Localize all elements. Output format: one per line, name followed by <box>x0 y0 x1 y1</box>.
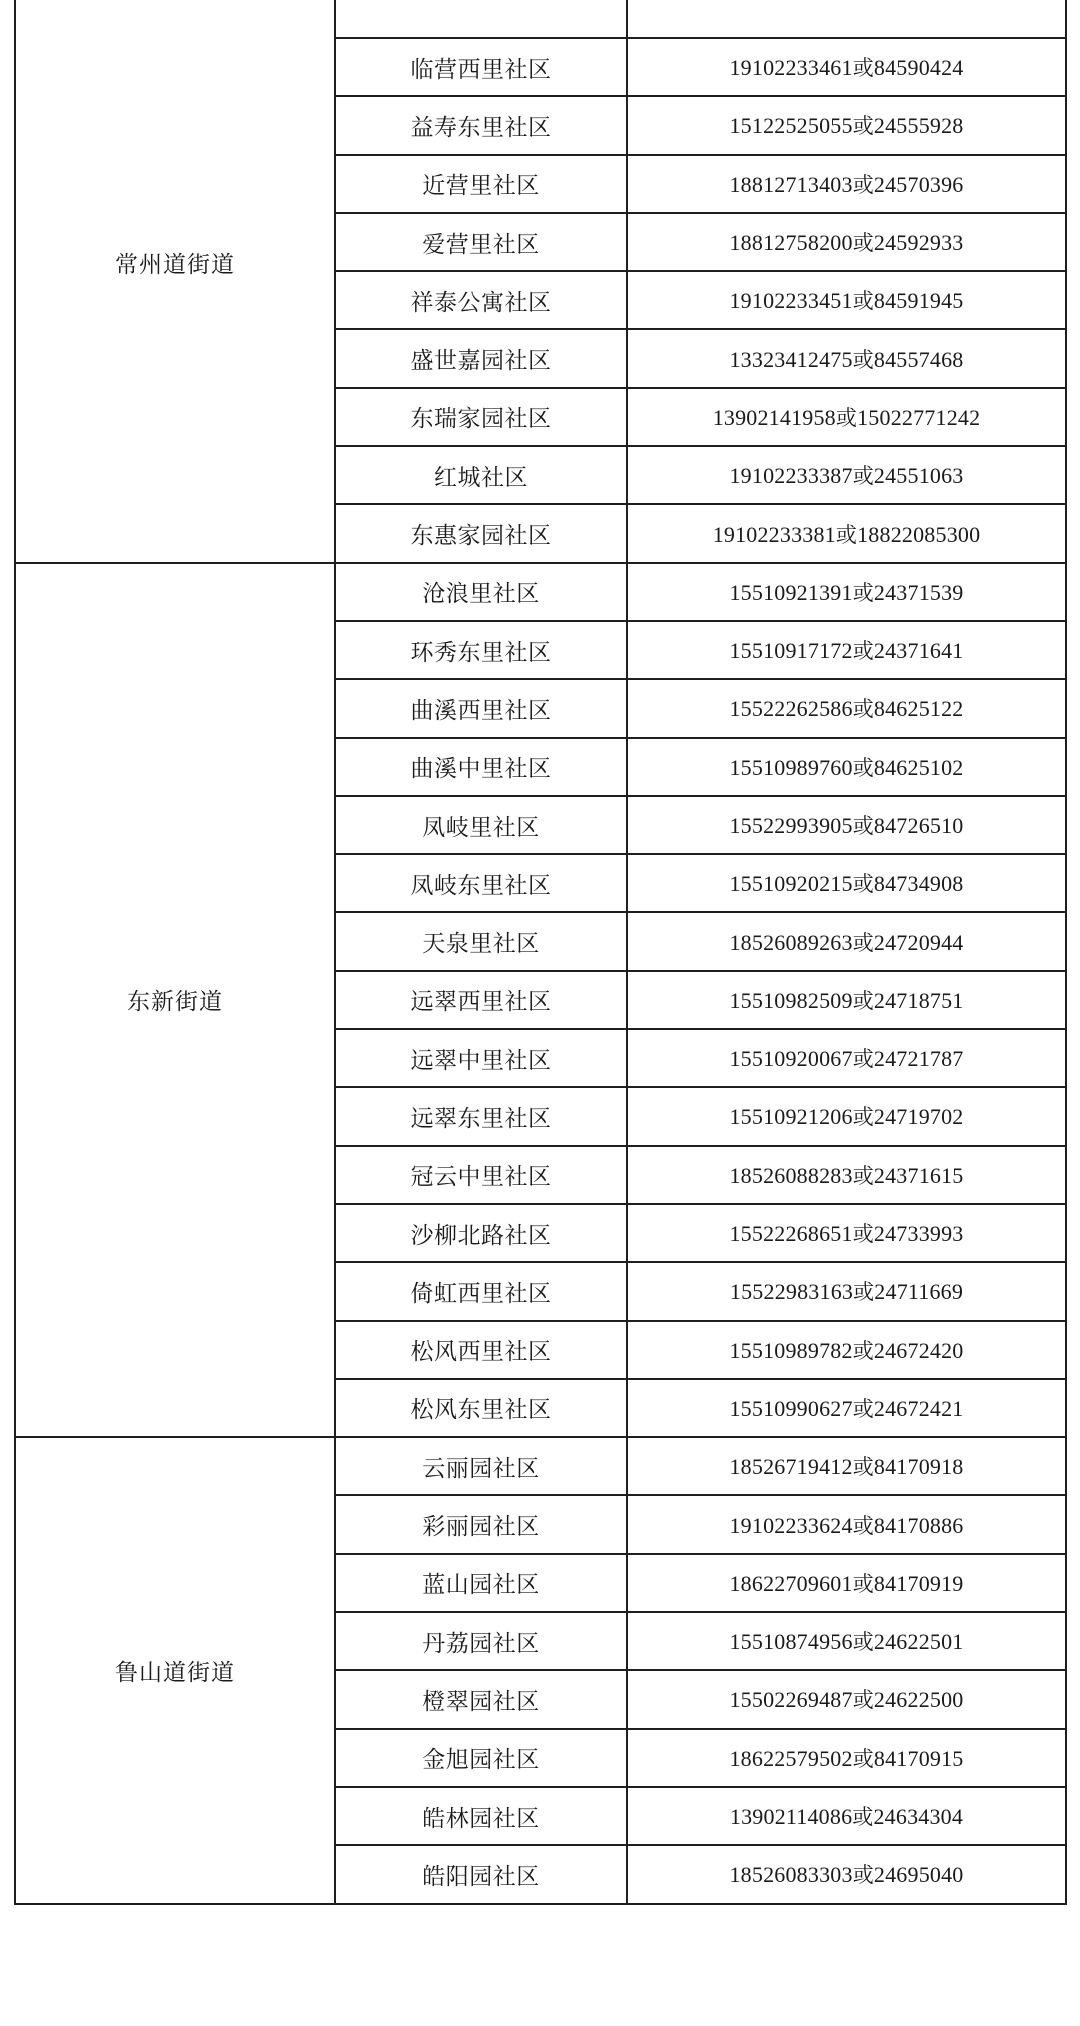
phone-cell <box>627 1845 1066 1903</box>
secondary-phone: 84170886 <box>873 1512 964 1538</box>
phone-cell <box>627 446 1066 504</box>
table-row <box>15 1437 1066 1495</box>
secondary-phone: 24720944 <box>873 929 964 955</box>
street-name-cell: 鲁山道街道 <box>15 1437 335 1903</box>
community-name-cell: 冠云中里社区 <box>335 1146 627 1204</box>
community-name-cell: 盛世嘉园社区 <box>335 329 627 387</box>
community-name-cell: 远翠东里社区 <box>335 1087 627 1145</box>
table-row <box>15 563 1066 621</box>
secondary-phone: 84625102 <box>873 754 964 780</box>
primary-phone: 15510982509 <box>729 987 853 1013</box>
secondary-phone: 24622501 <box>873 1629 964 1655</box>
community-name-cell: 金旭园社区 <box>335 1729 627 1787</box>
community-name-cell: 皓阳园社区 <box>335 1845 627 1903</box>
phone-cell <box>627 1321 1066 1379</box>
phone-separator: 或 <box>852 56 874 81</box>
community-name-cell: 沧浪里社区 <box>335 563 627 621</box>
phone-cell <box>627 271 1066 329</box>
primary-phone: 18526088283 <box>729 1162 853 1188</box>
primary-phone: 13902114086 <box>729 1804 853 1830</box>
phone-separator: 或 <box>853 1280 875 1305</box>
phone-cell <box>627 563 1066 621</box>
community-name-cell: 天泉里社区 <box>335 912 627 970</box>
phone-cell <box>627 1087 1066 1145</box>
phone-cell <box>627 1554 1066 1612</box>
primary-phone: 19102233461 <box>729 55 853 81</box>
primary-phone: 19102233381 <box>712 521 836 547</box>
phone-cell <box>627 971 1066 1029</box>
primary-phone: 19102233387 <box>729 463 853 489</box>
community-name-cell: 云丽园社区 <box>335 1437 627 1495</box>
secondary-phone: 24570396 <box>873 171 964 197</box>
primary-phone: 15502269487 <box>729 1687 853 1713</box>
street-name-cell: 东新街道 <box>15 563 335 1437</box>
secondary-phone: 24555928 <box>873 113 964 139</box>
community-name-cell: 近营里社区 <box>335 155 627 213</box>
primary-phone: 15122525055 <box>729 113 853 139</box>
primary-phone: 15522993905 <box>729 813 853 838</box>
secondary-phone: 84734908 <box>873 871 964 897</box>
primary-phone: 15510917172 <box>729 638 853 664</box>
secondary-phone: 24634304 <box>873 1804 964 1830</box>
phone-separator: 或 <box>852 580 874 605</box>
phone-cell <box>627 1379 1066 1437</box>
phone-separator: 或 <box>852 930 874 955</box>
phone-cell <box>627 1670 1066 1728</box>
phone-cell <box>627 796 1066 854</box>
community-name-cell: 爱营里社区 <box>335 213 627 271</box>
secondary-phone: 24622500 <box>873 1687 964 1713</box>
phone-separator: 或 <box>835 405 858 430</box>
phone-cell <box>627 1146 1066 1204</box>
community-name-cell: 松风西里社区 <box>335 1321 627 1379</box>
secondary-phone: 24672420 <box>873 1337 964 1363</box>
primary-phone: 15510874956 <box>729 1629 853 1655</box>
phone-cell <box>627 1262 1066 1320</box>
phone-cell <box>627 679 1066 737</box>
phone-separator: 或 <box>852 1222 874 1247</box>
secondary-phone: 84170919 <box>873 1570 964 1596</box>
community-name-cell: 东瑞家园社区 <box>335 388 627 446</box>
phone-separator: 或 <box>852 172 874 197</box>
secondary-phone: 15022771242 <box>857 404 981 430</box>
phone-separator: 或 <box>852 1163 874 1188</box>
phone-separator: 或 <box>852 1746 874 1771</box>
phone-separator: 或 <box>852 1047 874 1072</box>
phone-separator: 或 <box>852 1455 874 1480</box>
phone-separator: 或 <box>852 1338 874 1363</box>
community-name-cell: 东惠家园社区 <box>335 504 627 562</box>
community-name-cell: 彩丽园社区 <box>335 1495 627 1553</box>
secondary-phone: 24695040 <box>873 1862 964 1888</box>
primary-phone: 18812713403 <box>729 171 853 197</box>
primary-phone: 15510921206 <box>729 1104 853 1130</box>
phone-cell <box>627 1612 1066 1670</box>
community-name-cell: 凤岐东里社区 <box>335 854 627 912</box>
secondary-phone: 24592933 <box>873 230 964 256</box>
phone-cell <box>627 1729 1066 1787</box>
primary-phone: 15510989782 <box>729 1337 853 1363</box>
phone-separator: 或 <box>852 1105 874 1130</box>
community-name-cell: 蓝山园社区 <box>335 1554 627 1612</box>
community-name-cell: 曲溪西里社区 <box>335 679 627 737</box>
phone-cell <box>627 621 1066 679</box>
phone-separator: 或 <box>852 988 874 1013</box>
primary-phone: 18812758200 <box>729 230 853 256</box>
secondary-phone: 24371641 <box>873 638 964 664</box>
primary-phone: 15510920067 <box>729 1046 853 1072</box>
primary-phone: 18622709601 <box>729 1570 853 1596</box>
phone-separator: 或 <box>852 231 874 256</box>
primary-phone: 15522983163 <box>729 1279 854 1305</box>
phone-separator: 或 <box>852 1396 874 1421</box>
primary-phone: 18526089263 <box>729 929 853 955</box>
community-name-cell: 沙柳北路社区 <box>335 1204 627 1262</box>
primary-phone: 13323412475 <box>729 346 853 372</box>
secondary-phone: 24719702 <box>873 1104 964 1130</box>
community-name-cell: 凤岐里社区 <box>335 796 627 854</box>
phone-separator: 或 <box>852 814 874 838</box>
primary-phone: 19102233451 <box>729 288 853 314</box>
secondary-phone: 24733993 <box>873 1221 964 1247</box>
community-name-cell <box>335 0 627 38</box>
phone-cell <box>627 1787 1066 1845</box>
secondary-phone: 24711669 <box>874 1279 964 1305</box>
secondary-phone: 84726510 <box>873 813 964 838</box>
phone-separator: 或 <box>852 114 874 139</box>
phone-separator: 或 <box>852 1630 874 1655</box>
secondary-phone: 24371615 <box>873 1162 964 1188</box>
secondary-phone: 84557468 <box>873 346 964 372</box>
community-contact-table <box>14 0 1067 1905</box>
phone-cell <box>627 504 1066 562</box>
primary-phone: 19102233624 <box>729 1512 853 1538</box>
primary-phone: 18526083303 <box>729 1862 853 1888</box>
primary-phone: 15510920215 <box>729 871 853 897</box>
phone-cell <box>627 388 1066 446</box>
primary-phone: 15510921391 <box>729 579 853 605</box>
phone-cell <box>627 854 1066 912</box>
street-name-cell: 常州道街道 <box>15 0 335 563</box>
community-name-cell: 远翠西里社区 <box>335 971 627 1029</box>
primary-phone: 18622579502 <box>729 1745 853 1771</box>
phone-separator: 或 <box>852 1863 874 1888</box>
secondary-phone: 18822085300 <box>857 521 981 547</box>
primary-phone: 13902141958 <box>712 404 836 430</box>
secondary-phone: 84590424 <box>873 55 964 81</box>
phone-separator: 或 <box>852 755 874 780</box>
community-name-cell: 皓林园社区 <box>335 1787 627 1845</box>
primary-phone: 15522268651 <box>729 1221 853 1247</box>
community-name-cell: 红城社区 <box>335 446 627 504</box>
community-name-cell: 倚虹西里社区 <box>335 1262 627 1320</box>
phone-cell <box>627 155 1066 213</box>
phone-separator: 或 <box>852 639 874 664</box>
phone-cell <box>627 1204 1066 1262</box>
community-name-cell: 丹荔园社区 <box>335 1612 627 1670</box>
phone-cell <box>627 213 1066 271</box>
community-name-cell: 曲溪中里社区 <box>335 738 627 796</box>
secondary-phone: 24718751 <box>873 987 964 1013</box>
phone-cell <box>627 1437 1066 1495</box>
community-name-cell: 环秀东里社区 <box>335 621 627 679</box>
community-name-cell: 临营西里社区 <box>335 38 627 96</box>
phone-cell <box>627 0 1066 38</box>
phone-cell <box>627 38 1066 96</box>
phone-separator: 或 <box>852 1805 874 1830</box>
phone-separator: 或 <box>852 1688 874 1713</box>
secondary-phone: 24371539 <box>873 579 964 605</box>
phone-cell <box>627 912 1066 970</box>
phone-cell <box>627 738 1066 796</box>
community-name-cell: 祥泰公寓社区 <box>335 271 627 329</box>
phone-cell <box>627 96 1066 154</box>
phone-cell <box>627 329 1066 387</box>
secondary-phone: 24721787 <box>873 1046 964 1072</box>
secondary-phone: 24551063 <box>873 463 964 489</box>
phone-cell <box>627 1495 1066 1553</box>
secondary-phone: 84625122 <box>873 696 964 722</box>
primary-phone: 15510990627 <box>729 1395 853 1421</box>
phone-separator: 或 <box>852 872 874 897</box>
table-body <box>15 0 1066 1904</box>
phone-separator: 或 <box>852 1513 874 1538</box>
community-name-cell: 橙翠园社区 <box>335 1670 627 1728</box>
secondary-phone: 84170915 <box>873 1745 964 1771</box>
community-name-cell: 远翠中里社区 <box>335 1029 627 1087</box>
phone-cell <box>627 1029 1066 1087</box>
primary-phone: 15510989760 <box>729 754 853 780</box>
secondary-phone: 84591945 <box>873 288 964 314</box>
primary-phone: 15522262586 <box>729 696 853 722</box>
phone-separator: 或 <box>852 347 874 372</box>
phone-separator: 或 <box>852 1571 874 1596</box>
phone-separator: 或 <box>852 289 874 314</box>
phone-separator: 或 <box>852 464 874 489</box>
secondary-phone: 24672421 <box>873 1395 964 1421</box>
primary-phone: 18526719412 <box>729 1454 853 1480</box>
community-name-cell: 益寿东里社区 <box>335 96 627 154</box>
secondary-phone: 84170918 <box>873 1454 964 1480</box>
table-row <box>15 0 1066 38</box>
phone-separator: 或 <box>852 697 874 722</box>
community-name-cell: 松风东里社区 <box>335 1379 627 1437</box>
phone-separator: 或 <box>835 522 858 547</box>
